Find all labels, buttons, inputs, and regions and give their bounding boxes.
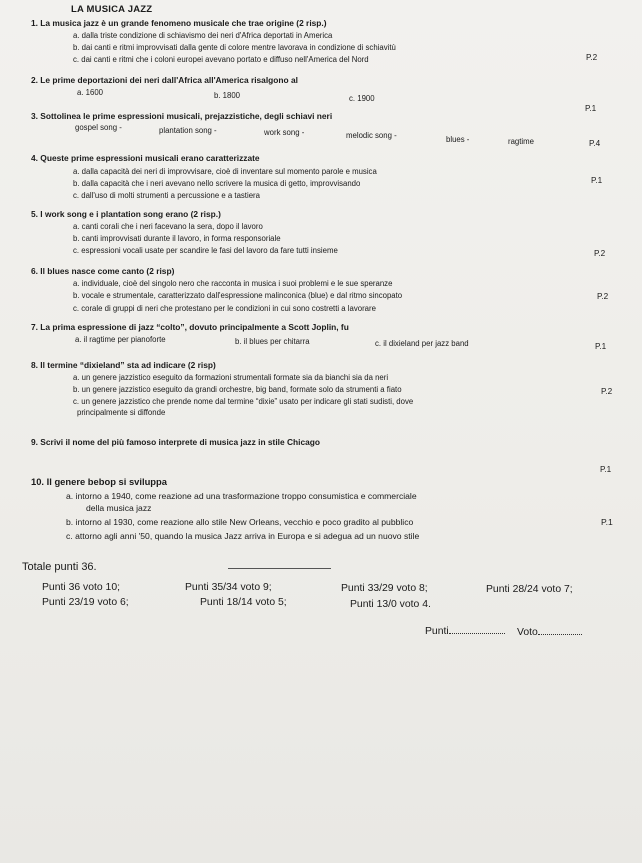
question-2-points: P.1 <box>585 104 597 113</box>
question-3-option-melodic: melodic song - <box>346 131 397 140</box>
question-4-points: P.1 <box>591 176 603 185</box>
question-5-points: P.2 <box>594 249 606 258</box>
question-1-points: P.2 <box>586 53 598 62</box>
question-1-option-c: c. dai canti e ritmi che i coloni europei avevano portato e diffuso nell'America del Nord <box>73 55 369 64</box>
score-blank <box>449 632 505 634</box>
grade-label: Voto <box>517 627 538 638</box>
grade-13-0: Punti 13/0 voto 4. <box>350 599 431 610</box>
question-3: 3. Sottolinea le prime espressioni musicali, prejazzistiche, degli schiavi neri <box>31 111 333 121</box>
page-title: LA MUSICA JAZZ <box>71 4 153 15</box>
question-6-option-a: a. individuale, cioè del singolo nero che racconta in musica i suoi problemi e le sue speranze <box>73 279 393 288</box>
grade-field <box>517 627 582 638</box>
question-1: 1. La musica jazz è un grande fenomeno musicale che trae origine (2 risp.) <box>31 18 327 28</box>
question-10-option-c: c. attorno agli anni '50, quando la musica Jazz arriva in Europa e si adegua ad un nuovo stile <box>66 531 420 541</box>
grade-36: Punti 36 voto 10; <box>42 582 120 593</box>
question-7-option-a: a. il ragtime per pianoforte <box>75 335 166 344</box>
question-3-option-gospel: gospel song - <box>75 123 122 132</box>
total-points: Totale punti 36. <box>22 561 97 573</box>
question-6-points: P.2 <box>597 292 609 301</box>
question-10-option-b: b. intorno al 1930, come reazione allo stile New Orleans, vecchio e poco gradito al pubblico <box>66 517 414 527</box>
question-4: 4. Queste prime espressioni musicali erano caratterizzate <box>31 153 260 163</box>
question-6-option-c: c. corale di gruppi di neri che protestano per le condizioni in cui sono costretti a lavorare <box>73 304 376 313</box>
question-8-option-a: a. un genere jazzistico eseguito da formazioni strumentali formate sia da bianchi sia da neri <box>73 373 389 382</box>
grade-28-24: Punti 28/24 voto 7; <box>486 584 573 595</box>
grade-35-34: Punti 35/34 voto 9; <box>185 582 272 593</box>
question-7-points: P.1 <box>595 342 607 351</box>
question-3-option-plantation: plantation song - <box>159 126 217 135</box>
question-8-option-c-continued: principalmente si diffonde <box>77 408 166 417</box>
question-10: 10. Il genere bebop si sviluppa <box>31 476 167 487</box>
grade-18-14: Punti 18/14 voto 5; <box>200 597 287 608</box>
question-9: 9. Scrivi il nome del più famoso interprete di musica jazz in stile Chicago <box>31 437 321 447</box>
question-10-points: P.1 <box>601 517 613 527</box>
question-8: 8. Il termine “dixieland” sta ad indicare (2 risp) <box>31 360 216 370</box>
question-4-option-c: c. dall'uso di molti strumenti a percussione e a tastiera <box>73 191 260 200</box>
question-3-option-blues: blues - <box>446 135 470 144</box>
question-10-option-a: a. intorno a 1940, come reazione ad una trasformazione troppo consumistica e commerciale <box>66 491 417 501</box>
question-2-option-a: a. 1600 <box>77 88 104 97</box>
question-2: 2. Le prime deportazioni dei neri dall'Africa all'America risalgono al <box>31 75 298 85</box>
question-7-option-c: c. il dixieland per jazz band <box>375 339 469 348</box>
question-9-points: P.1 <box>600 465 612 474</box>
question-3-points: P.4 <box>589 139 601 148</box>
score-label: Punti <box>425 626 449 637</box>
question-1-option-a: a. dalla triste condizione di schiavismo dei neri d'Africa deportati in America <box>73 31 333 40</box>
question-9-answer-line <box>228 568 331 569</box>
question-7: 7. La prima espressione di jazz “colto”, dovuto principalmente a Scott Joplin, fu <box>31 322 349 332</box>
question-5: 5. I work song e i plantation song erano (2 risp.) <box>31 209 221 219</box>
grade-33-29: Punti 33/29 voto 8; <box>341 583 428 594</box>
question-5-option-a: a. canti corali che i neri facevano la sera, dopo il lavoro <box>73 222 263 231</box>
question-6-option-b: b. vocale e strumentale, caratterizzato dall'espressione malinconica (blue) e dal ritmo sincopato <box>73 291 403 300</box>
question-8-points: P.2 <box>601 387 613 396</box>
question-4-option-b: b. dalla capacità che i neri avevano nello scrivere la musica di getto, improvvisando <box>73 179 361 188</box>
question-5-option-c: c. espressioni vocali usate per scandire le fasi del lavoro da fare tutti insieme <box>73 246 338 255</box>
question-8-option-b: b. un genere jazzistico eseguito da grandi orchestre, big band, formate solo da strumenti a fiato <box>73 385 402 394</box>
question-1-option-b: b. dai canti e ritmi improvvisati dalla gente di colore mentre lavorava in condizione di schiavitù <box>73 43 396 52</box>
question-2-option-b: b. 1800 <box>214 91 241 100</box>
question-3-option-ragtime: ragtime <box>508 137 534 146</box>
grade-23-19: Punti 23/19 voto 6; <box>42 597 129 608</box>
question-2-option-c: c. 1900 <box>349 94 375 103</box>
score-field <box>425 626 505 637</box>
grade-blank <box>538 633 582 635</box>
question-7-option-b: b. il blues per chitarra <box>235 337 310 346</box>
question-3-option-work: work song - <box>264 128 305 137</box>
question-6: 6. Il blues nasce come canto (2 risp) <box>31 266 175 276</box>
question-8-option-c: c. un genere jazzistico che prende nome dal termine “dixie” usato per indicare gli stati sudisti, dove <box>73 397 414 406</box>
question-10-option-a-continued: della musica jazz <box>86 503 152 513</box>
question-4-option-a: a. dalla capacità dei neri di improvvisare, cioè di inventare sul momento parole e musica <box>73 167 377 176</box>
question-5-option-b: b. canti improvvisati durante il lavoro, in forma responsoriale <box>73 234 281 243</box>
